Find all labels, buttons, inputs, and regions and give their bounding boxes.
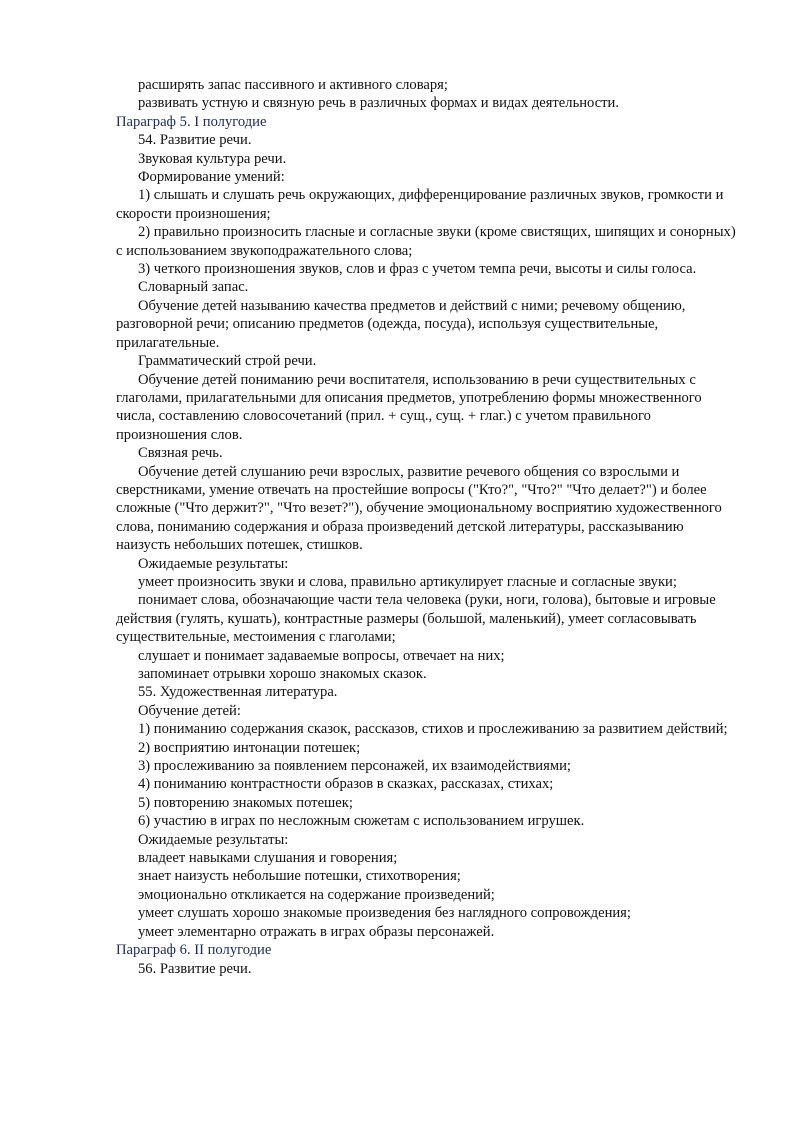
paragraph: умеет слушать хорошо знакомые произведения без наглядного сопровождения; bbox=[138, 905, 631, 922]
paragraph: 56. Развитие речи. bbox=[138, 960, 252, 977]
paragraph: 2) правильно произносить гласные и согласные звуки (кроме свистящих, шипящих и сонорных) с использованием звукоподражательного слова; bbox=[116, 224, 736, 259]
paragraph: 54. Развитие речи. bbox=[138, 132, 252, 149]
paragraph: Звуковая культура речи. bbox=[138, 150, 287, 167]
paragraph: 6) участию в играх по несложным сюжетам с использованием игрушек. bbox=[138, 813, 585, 830]
paragraph: 3) прослеживанию за появлением персонажей, их взаимодействиями; bbox=[138, 758, 571, 775]
paragraph: умеет произносить звуки и слова, правильно артикулирует гласные и согласные звуки; bbox=[138, 573, 677, 590]
section-heading: Параграф 6. II полугодие bbox=[116, 942, 272, 959]
paragraph: Обучение детей пониманию речи воспитателя, использованию в речи существительных с глаголами, прилагательными для описания предметов, употреблению формы множественного числа, составлению словосочетаний (прил. + сущ., сущ. + глаг.) с учетом правильного произношения слов. bbox=[116, 371, 702, 443]
paragraph: Обучение детей называнию качества предметов и действий с ними; речевому общению, разговорной речи; описанию предметов (одежда, посуда), используя существительные, прилагательные. bbox=[116, 297, 686, 351]
paragraph: 5) повторению знакомых потешек; bbox=[138, 794, 353, 811]
paragraph: 55. Художественная литература. bbox=[138, 684, 338, 701]
paragraph: 2) восприятию интонации потешек; bbox=[138, 739, 361, 756]
paragraph: знает наизусть небольшие потешки, стихотворения; bbox=[138, 868, 461, 885]
paragraph: 1) пониманию содержания сказок, рассказов, стихов и прослеживанию за развитием действий; bbox=[138, 721, 728, 738]
document-page bbox=[116, 76, 740, 978]
paragraph: эмоционально откликается на содержание произведений; bbox=[138, 886, 495, 903]
paragraph: Ожидаемые результаты: bbox=[138, 831, 289, 848]
paragraph: понимает слова, обозначающие части тела человека (руки, ноги, голова), бытовые и игровые действия (гулять, кушать), контрастные размеры (большой, маленький), умеет согласовывать существительные, местоимения с глаголами; bbox=[116, 592, 716, 646]
paragraph: Обучение детей: bbox=[138, 702, 241, 719]
paragraph: Связная речь. bbox=[138, 445, 223, 462]
paragraph: запоминает отрывки хорошо знакомых сказок. bbox=[138, 666, 427, 682]
paragraph: Обучение детей слушанию речи взрослых, развитие речевого общения со взрослыми и сверстниками, умение отвечать на простейшие вопросы ("Кто?", "Что?" "Что делает?") и более сложные ("Что держит?", "Что везет?"), обучение эмоциональному восприятию художественного слова, пониманию содержания и образа произведений детской литературы, рассказыванию наизусть небольших потешек, стишков. bbox=[116, 463, 722, 554]
paragraph: Формирование умений: bbox=[138, 169, 285, 186]
paragraph: 3) четкого произношения звуков, слов и фраз с учетом темпа речи, высоты и силы голоса. bbox=[138, 261, 697, 278]
paragraph: 4) пониманию контрастности образов в сказках, рассказах, стихах; bbox=[138, 776, 554, 793]
paragraph: владеет навыками слушания и говорения; bbox=[138, 850, 398, 867]
section-heading: Параграф 5. I полугодие bbox=[116, 113, 267, 130]
paragraph: 1) слышать и слушать речь окружающих, дифференцирование различных звуков, громкости и скорости произношения; bbox=[116, 187, 724, 222]
paragraph: развивать устную и связную речь в различных формах и видах деятельности. bbox=[138, 95, 620, 112]
paragraph: Грамматический строй речи. bbox=[138, 353, 317, 370]
paragraph: слушает и понимает задаваемые вопросы, отвечает на них; bbox=[138, 647, 505, 664]
paragraph: Словарный запас. bbox=[138, 279, 249, 296]
paragraph: расширять запас пассивного и активного словаря; bbox=[138, 77, 448, 93]
paragraph: умеет элементарно отражать в играх образы персонажей. bbox=[138, 923, 495, 940]
paragraph: Ожидаемые результаты: bbox=[138, 555, 289, 572]
